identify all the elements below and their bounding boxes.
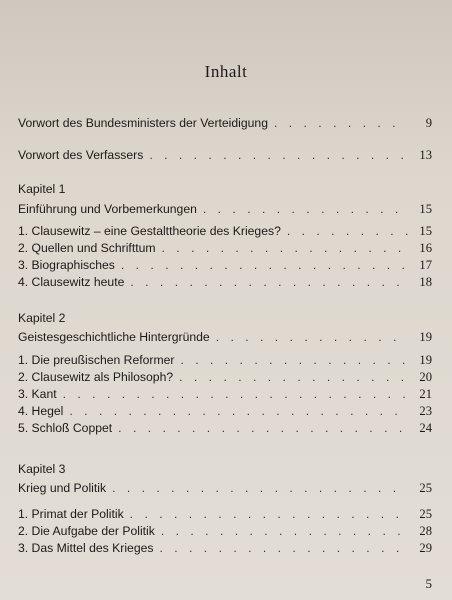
toc-entry-page: 17 (419, 258, 432, 272)
leader-dots (287, 224, 408, 238)
page-number: 5 (425, 576, 432, 591)
toc-entry (18, 370, 432, 385)
chapter-heading-1: Kapitel 1 (18, 182, 66, 196)
chapter-heading-2: Kapitel 2 (18, 311, 66, 325)
leader-dots (130, 507, 408, 521)
toc-entry-page: 9 (425, 116, 432, 130)
leader-dots (216, 330, 408, 344)
toc-entry (18, 224, 432, 239)
toc-entry-label: Einführung und Vorbemerkungen (18, 202, 197, 216)
toc-entry-page: 15 (419, 202, 432, 216)
leader-dots (179, 370, 408, 384)
toc-entry-label: 2. Quellen und Schrifttum (18, 241, 156, 255)
toc-entry (18, 421, 432, 436)
chapter-title-3 (18, 481, 432, 496)
toc-entry-page: 23 (419, 404, 432, 418)
leader-dots (162, 241, 408, 255)
leader-dots (69, 404, 408, 418)
toc-entry-page: 20 (419, 370, 432, 384)
leader-dots (180, 353, 408, 367)
toc-entry-label: 3. Biographisches (18, 258, 115, 272)
leader-dots (112, 481, 408, 495)
toc-entry (18, 241, 432, 256)
toc-entry (18, 258, 432, 273)
leader-dots (63, 387, 408, 401)
toc-entry-label: 1. Die preußischen Reformer (18, 353, 175, 367)
toc-entry-page: 16 (419, 241, 432, 255)
toc-entry-page: 19 (419, 353, 432, 367)
toc-entry-page: 28 (419, 524, 432, 538)
toc-entry-page: 18 (419, 275, 432, 289)
leader-dots (161, 524, 408, 538)
toc-entry-label: 1. Clausewitz – eine Gestalttheorie des Krieges? (18, 224, 281, 238)
toc-entry-label: 3. Kant (18, 387, 57, 401)
leader-dots (121, 258, 408, 272)
toc-entry-label: Vorwort des Verfassers (18, 148, 144, 162)
page-title: Inhalt (204, 62, 248, 81)
chapter-heading-3: Kapitel 3 (18, 462, 66, 476)
toc-entry-page: 15 (419, 224, 432, 238)
toc-entry (18, 387, 432, 402)
toc-entry (18, 524, 432, 539)
toc-entry (18, 541, 432, 556)
toc-entry-label: 5. Schloß Coppet (18, 421, 113, 435)
toc-entry-label: 2. Clausewitz als Philosoph? (18, 370, 174, 384)
toc-entry-label: 4. Clausewitz heute (18, 275, 125, 289)
toc-entry-label: Vorwort des Bundesministers der Verteidigung (18, 116, 268, 130)
toc-entry-vorwort-verfasser (18, 148, 432, 163)
leader-dots (159, 541, 408, 555)
toc-entry-page: 29 (419, 541, 432, 555)
toc-entry-page: 21 (419, 387, 432, 401)
toc-entry-label: 2. Die Aufgabe der Politik (18, 524, 155, 538)
leader-dots (118, 421, 408, 435)
chapter-title-1 (18, 202, 432, 217)
toc-entry-label: 4. Hegel (18, 404, 64, 418)
leader-dots (130, 275, 408, 289)
toc-entry-vorwort-minister (18, 116, 432, 131)
toc-entry-label: 3. Das Mittel des Krieges (18, 541, 154, 555)
toc-entry-page: 25 (419, 481, 432, 495)
toc-entry-page: 13 (419, 148, 432, 162)
toc-entry (18, 404, 432, 419)
leader-dots (149, 148, 408, 162)
toc-entry-page: 25 (419, 507, 432, 521)
chapter-title-2 (18, 330, 432, 345)
toc-entry-label: Geistesgeschichtliche Hintergründe (18, 330, 210, 344)
toc-entry-page: 19 (419, 330, 432, 344)
toc-entry (18, 507, 432, 522)
toc-entry (18, 353, 432, 368)
leader-dots (274, 116, 408, 130)
toc-entry-page: 24 (419, 421, 432, 435)
toc-entry-label: 1. Primat der Politik (18, 507, 124, 521)
toc-entry-label: Krieg und Politik (18, 481, 107, 495)
toc-entry (18, 275, 432, 290)
leader-dots (203, 202, 408, 216)
